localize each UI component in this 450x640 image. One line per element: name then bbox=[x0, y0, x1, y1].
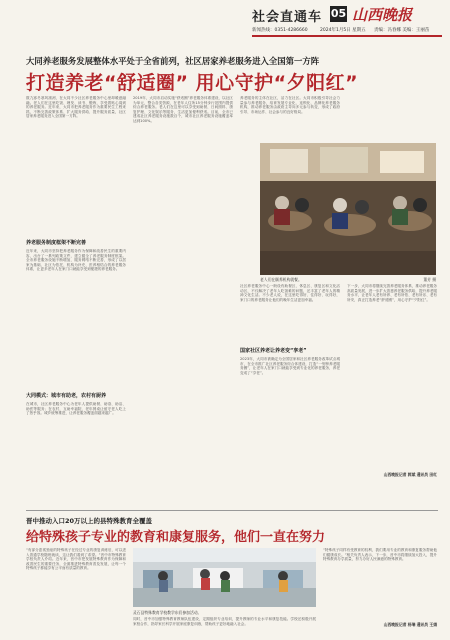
story2-column-3 bbox=[133, 617, 316, 637]
story1-byline: 山西晚报记者 郭斌 通讯员 田红 bbox=[383, 472, 437, 477]
story1-column-3-lower bbox=[240, 284, 340, 510]
story2-column-1 bbox=[26, 548, 126, 636]
story-divider bbox=[26, 510, 438, 511]
story1-column-2 bbox=[133, 96, 233, 510]
story2-right-col-text: “特殊孩子同样有受教育的权利，我们要用专业的教育和康复服务帮助他们健康成长。”相关负责人表示，下一步，晋中市将继续加大投入，提升特殊教育办学质量，努力办好人民满意的特殊教育。 bbox=[323, 548, 437, 562]
masthead-rule bbox=[252, 35, 442, 37]
story2-byline: 山西晚报记者 杨瑞 通讯员 王娟 bbox=[383, 622, 437, 627]
story1-column-1 bbox=[26, 96, 126, 510]
story2-photo bbox=[133, 548, 316, 607]
page-number: 05 bbox=[330, 7, 347, 20]
story2-photo-caption: 灵石县特殊教育学校教学东们参加活动。 bbox=[133, 610, 202, 615]
story1-subhead-2: 大同模式：城市有助老，农村有厨养 bbox=[26, 393, 107, 399]
story1-col3-text: 养老服务的主体在社区，活力在社区。大同市积极引导社会力量参与养老服务，培育发展专业化、连锁化、品牌化养老服务机构，推动养老服务由政府主导向多元参与转变，形成了政府引导、市场运作、社会参与的良好格局。 bbox=[240, 96, 340, 114]
story1-deck: 大同养老服务发展整体水平处于全省前列，社区居家养老服务进入全国第一方阵 bbox=[26, 56, 320, 66]
story1-subhead-3: 国家社区养老让养老变“享老” bbox=[240, 348, 307, 354]
story1-photo-credit: 董芳 摄 bbox=[423, 277, 436, 282]
story1-photo-caption bbox=[260, 277, 436, 283]
story1-col1-text: 近年来，大同市坚持把养老服务作为保障和改善民生的重要内容，出台了一系列政策文件，建立健全了养老服务制度框架。全市养老服务设施不断增加，服务网络不断完善，形成了以居家为基础、社区为依托、机构为补充、医养相结合的养老服务体系，让更多老年人在家门口就能享受到便捷的养老服务。 bbox=[26, 249, 126, 272]
story1-caption-text: 老人们在颐养机构就餐。 bbox=[260, 277, 302, 282]
editors: 责编：冯春娜 美编：王丽苗 bbox=[374, 28, 430, 33]
story1-column-4 bbox=[347, 284, 437, 510]
story1-mid-col-text: 社区养老服务中心一般设有助餐区、休息区、康复区和文化活动区，不仅解决了老年人吃饭难的问题，还丰富了老年人的精神文化生活。不少老人说，在这里吃得好、住得好、玩得好，家门口的养老服务让他们的晚年生活更加幸福。 bbox=[240, 284, 340, 302]
story1-mid-col2-text: 2023年，大同市被确定为全国居家和社区养老服务改革试点城市，在全市推广社区养老服务综合体建设，打造“一刻钟养老服务圈”，让老年人在家门口就能享受到专业化的养老服务，养老变成了“享老”。 bbox=[240, 357, 340, 375]
story1-right-col-text: 下一步，大同市将继续完善养老服务体系，推动养老服务高质量发展，进一步扩大普惠养老服务供给，提升养老服务水平，让老年人老有所养、老有所依、老有所乐、老有所安，真正打造养老“舒适圈”，用心守护“夕阳红”。 bbox=[347, 284, 437, 302]
masthead bbox=[0, 0, 450, 44]
story2-col3-text: 同时，晋中市加强特殊教育教师队伍建设，定期组织专业培训，提升教师的专业水平和康复技能。学校还积极开展家校合作，指导家长科学开展家庭康复训练，帮助孩子更好地融入社会。 bbox=[133, 617, 316, 626]
story1-subhead-1: 养老服务制度框架不断完善 bbox=[26, 240, 87, 246]
story2-col1-text: “有部分患孤独症的特殊孩子在经过专业的康复训练后，可以进入普通学校随班就读，这让我们看到了希望。”晋中市特殊教育学校负责人介绍。近年来，晋中市把发展特殊教育作为保障和改善民生的重要任务，全面推进特殊教育普及发展，让每一个特殊孩子都能享有公平而有质量的教育。 bbox=[26, 548, 126, 571]
story2-deck: 晋中推动入口20万以上的县特殊教育全覆盖 bbox=[26, 517, 153, 525]
date-line: 2024年1月5日 星期五 bbox=[320, 28, 366, 33]
story1-photo bbox=[260, 143, 436, 275]
story1-intro: 数九寒冬寒风凛冽，在大同不少社区养老服务中心里却暖意融融。老人们在这里吃饭、理发、读书、锻炼，享受着贴心周到的养老服务。近年来，大同市把养老服务作为重要民生工程来抓，不断完善政策体系、扩大服务供给、提升服务质量，社区居家养老服务进入全国第一方阵。 bbox=[26, 96, 126, 119]
story1-col1b-text: 在城市，社区养老服务中心为老年人提供助餐、助浴、助洁、助医等服务；在农村，互助幸福院、老年餐桌让留守老人吃上了热乎饭。城乡统筹推进，让养老服务覆盖面越来越广。 bbox=[26, 402, 126, 416]
story1-headline: 打造养老“舒适圈” 用心守护“夕阳红” bbox=[26, 72, 359, 94]
hotline: 新闻热线：0351-4286660 bbox=[252, 28, 308, 33]
story1-col2-text: 2019年，大同市启动实施“舒适圈”养老服务体系建设，以社区为单元，整合各类资源，在老年人住所15分钟步行范围内提供综合养老服务。老人们在这里可以享受到助餐、日间照料、康复护理、文化娱乐等服务，生活更加便利舒适。目前，全市已建成社区养老服务设施数百个，城市社区养老服务设施覆盖率达到100%。 bbox=[133, 96, 233, 123]
story2-headline: 给特殊孩子专业的教育和康复服务，他们一直在努力 bbox=[26, 530, 326, 545]
story2-column-4 bbox=[323, 548, 437, 636]
page-number-badge bbox=[330, 6, 347, 22]
paper-name-logo: 山西晚报 bbox=[352, 6, 413, 24]
section-title: 社会直通车 bbox=[252, 10, 323, 25]
